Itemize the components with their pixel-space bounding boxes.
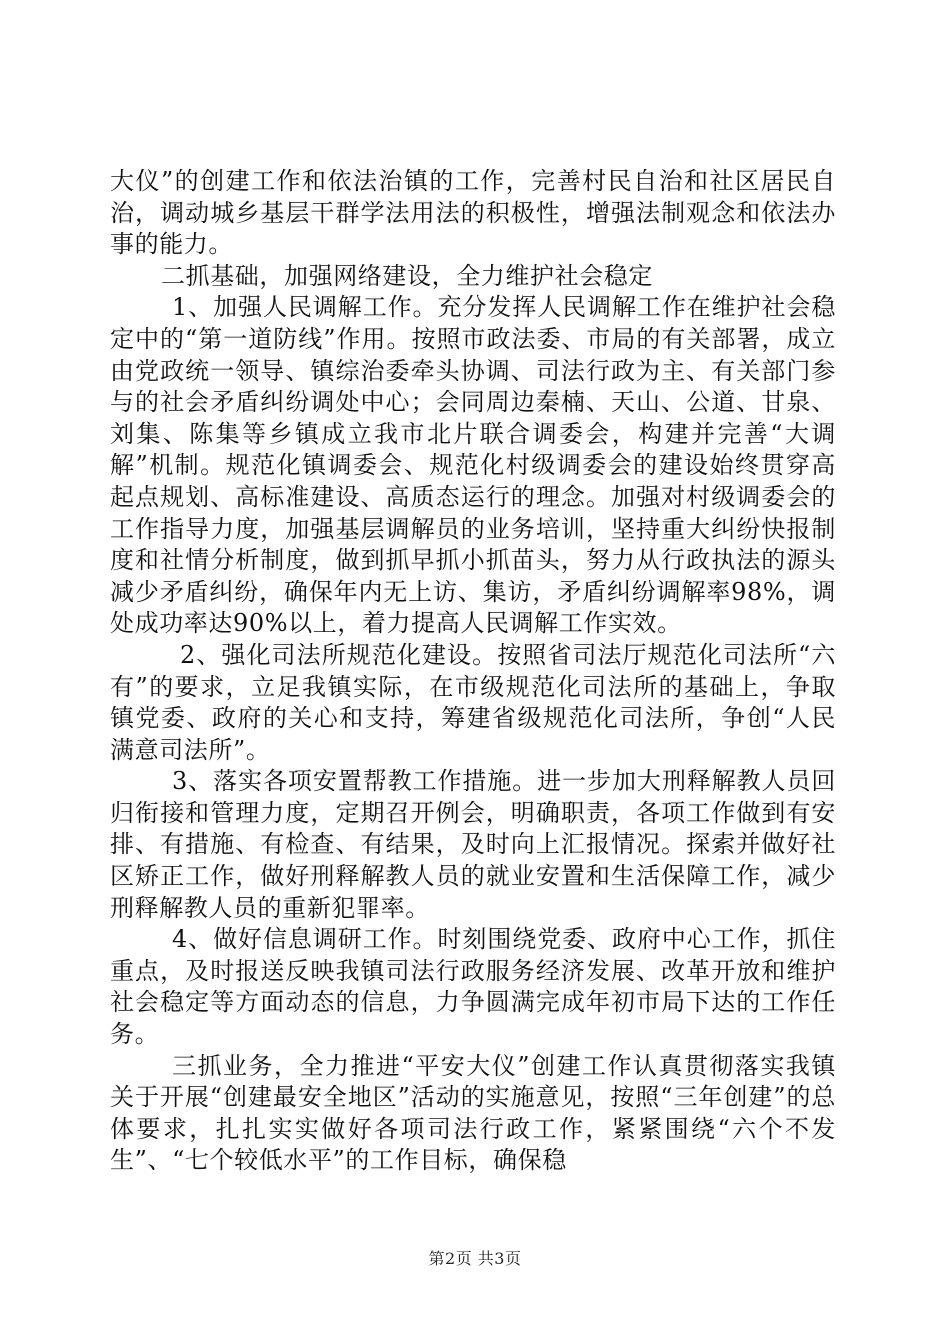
document-body — [110, 166, 836, 1177]
paragraph-continuation: 大仪”的创建工作和依法治镇的工作，完善村民自治和社区居民自治，调动城乡基层干群学法用法的积极性，增强法制观念和依法办事的能力。 — [110, 167, 836, 259]
paragraph-item-4: 4、做好信息调研工作。时刻围绕党委、政府中心工作，抓住重点，及时报送反映我镇司法行政服务经济发展、改革开放和维护社会稳定等方面动态的信息，力争圆满完成年初市局下达的工作任务。 — [110, 925, 836, 1049]
page-number-footer: 第2页 共3页 — [428, 1249, 522, 1268]
paragraph-item-2: 2、强化司法所规范化建设。按照省司法厅规范化司法所“六有”的要求，立足我镇实际，在市级规范化司法所的基础上，争取镇党委、政府的关心和支持，筹建省级规范化司法所，争创“人民满意司法所”。 — [110, 640, 836, 764]
paragraph-item-3: 3、落实各项安置帮教工作措施。进一步加大刑释解教人员回归衔接和管理力度，定期召开例会，明确职责，各项工作做到有安排、有措施、有检查、有结果，及时向上汇报情况。探索并做好社区矫正工作，做好刑释解教人员的就业安置和生活保障工作，减少刑释解教人员的重新犯罪率。 — [110, 767, 836, 922]
paragraph-item-1: 1、加强人民调解工作。充分发挥人民调解工作在维护社会稳定中的“第一道防线”作用。按照市政法委、市局的有关部署，成立由党政统一领导、镇综治委牵头协调、司法行政为主、有关部门参与的社会矛盾纠纷调处中心；会同周边秦楠、天山、公道、甘泉、刘集、陈集等乡镇成立我市北片联合调委会，构建并完善“大调解”机制。规范化镇调委会、规范化村级调委会的建设始终贯穿高起点规划、高标准建设、高质态运行的理念。加强对村级调委会的工作指导力度，加强基层调解员的业务培训，坚持重大纠纷快报制度和社情分析制度，做到抓早抓小抓苗头，努力从行政执法的源头减少矛盾纠纷，确保年内无上访、集访，矛盾纠纷调解率98%，调处成功率达90%以上，着力提高人民调解工作实效。 — [110, 293, 836, 638]
section-heading-2: 二抓基础，加强网络建设，全力维护社会稳定 — [161, 261, 653, 290]
section-heading-3-paragraph: 三抓业务，全力推进“平安大仪”创建工作认真贯彻落实我镇关于开展“创建最安全地区”活动的实施意见，按照“三年创建”的总体要求，扎扎实实做好各项司法行政工作，紧紧围绕“六个不发生”、“七个较低水平”的工作目标，确保稳 — [110, 1051, 836, 1175]
